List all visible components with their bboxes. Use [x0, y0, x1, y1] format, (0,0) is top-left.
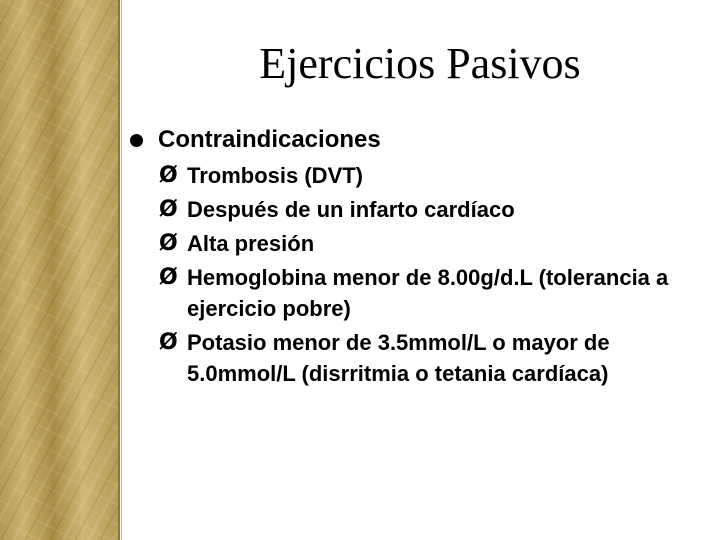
sub-bullet-text: Trombosis (DVT) [187, 163, 364, 188]
slide-title: Ejercicios Pasivos [259, 39, 581, 88]
sub-bullet-item [128, 194, 708, 225]
main-bullet-text: Contraindicaciones [158, 126, 381, 153]
main-bullet [128, 123, 708, 157]
arrow-bullet-icon: Ø [159, 330, 178, 355]
round-bullet-icon [130, 134, 143, 147]
sub-bullet-list [128, 160, 708, 389]
sub-bullet-text: Hemoglobina menor de 8.00g/d.L (tolerancia a ejercicio pobre) [187, 265, 669, 321]
decorative-side-panel [0, 0, 118, 540]
sub-bullet-item [128, 228, 708, 259]
arrow-bullet-icon: Ø [159, 163, 178, 188]
sub-bullet-item [128, 327, 708, 389]
arrow-bullet-icon: Ø [159, 231, 178, 256]
arrow-bullet-icon: Ø [159, 197, 178, 222]
sub-bullet-item [128, 160, 708, 191]
sub-bullet-text: Alta presión [187, 231, 315, 256]
sub-bullet-text: Después de un infarto cardíaco [187, 197, 515, 222]
arrow-bullet-icon: Ø [159, 265, 178, 290]
sub-bullet-item [128, 262, 708, 324]
slide-content [128, 123, 708, 389]
sub-bullet-text: Potasio menor de 3.5mmol/L o mayor de 5.0mmol/L (disrritmia o tetania cardíaca) [187, 330, 610, 386]
